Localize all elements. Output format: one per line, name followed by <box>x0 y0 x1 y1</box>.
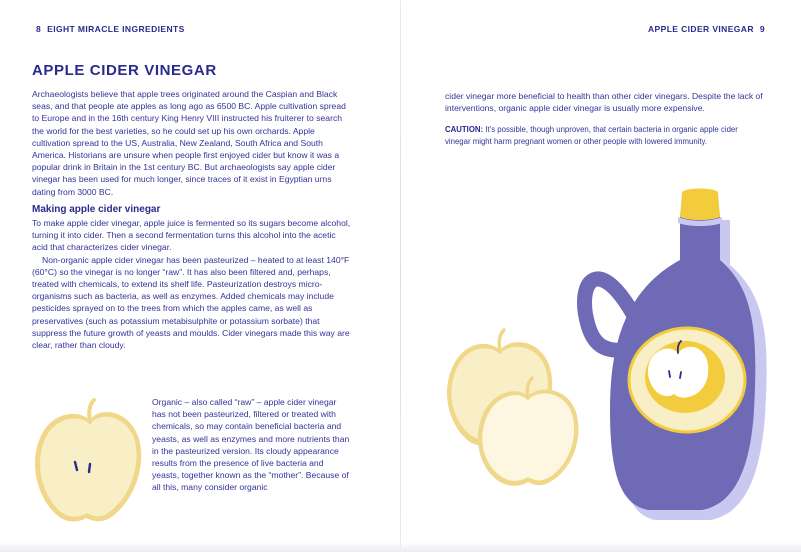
page-title: APPLE CIDER VINEGAR <box>32 62 217 79</box>
right-running-title: APPLE CIDER VINEGAR <box>648 24 754 34</box>
right-column <box>445 90 763 148</box>
left-running-head <box>36 24 185 34</box>
left-page-number: 8 <box>36 24 42 34</box>
vinegar-bottle-illustration <box>560 185 780 525</box>
fermentation-paragraph: To make apple cider vinegar, apple juice is fermented so its sugars become alcohol, turning it into cider. Then a second fermentation turns this alcohol into the acetic acid that characterizes cider vinegar. <box>32 218 351 253</box>
apple-pair-illustration <box>440 330 590 510</box>
pasteurization-paragraph: Non-organic apple cider vinegar has been pasteurized – heated to at least 140°F (60°C) so the vinegar is no longer “raw”. It has also been filtered and, perhaps, treated with chemicals, to extend its shelf life. Pasteurization destroys micro-organisms such as bacteria, as well as enzymes. Added chemicals may include pesticides sprayed on to the trees from which the apples came, as well as preservatives (such as potassium metabisulphite or potassium sorbate) that suppress the future growth of yeasts and moulds. Cider vinegars made this way are clear, rather than cloudy. <box>32 254 350 351</box>
intro-paragraph: Archaeologists believe that apple trees originated around the Caspian and Black seas, and that people ate apples as long ago as 6500 BC. Apple cultivation spread to Europe and in the 16th century King Henry VIII instructed his fruiterer to search the world for the best varieties, so he could set up his own orchards. Apple cultivation spread to the US, Australia, New Zealand, South Africa and South America. Historians are unsure when people first enjoyed cider but know it was a popular drink in Britain in the 1st century BC. But archaeologists say apple cider vinegar has been used for much longer, since traces of it exist in Egyptian urns dating from 3000 BC. <box>32 89 346 197</box>
continuation-paragraph: cider vinegar more beneficial to health than other cider vinegars. Despite the lack of interventions, organic apple cider vinegar is usually more expensive. <box>445 91 763 114</box>
caution-text: It’s possible, though unproven, that certain bacteria in organic apple cider vinegar might harm pregnant women or other people with lowered immunity. <box>445 125 738 147</box>
page-gutter <box>400 0 401 552</box>
organic-paragraph: Organic – also called “raw” – apple cider vinegar has not been pasteurized, filtered or treated with chemicals, so may contain beneficial bacteria and yeasts, as well as enzymes and more nutrients than in the pasteurized version. Its cloudy appearance results from the presence of live bacteria and yeasts, together known as the “mother”. Because of all this, many consider organic <box>152 397 350 493</box>
right-running-head <box>648 24 765 34</box>
caution-label: CAUTION: <box>445 125 484 135</box>
section-subheading: Making apple cider vinegar <box>32 203 161 215</box>
apple-illustration <box>30 398 150 528</box>
right-page-number: 9 <box>759 24 765 34</box>
left-running-title: EIGHT MIRACLE INGREDIENTS <box>47 24 185 34</box>
page-bottom-shadow <box>0 542 801 552</box>
caution-note <box>445 124 763 148</box>
left-column <box>32 88 352 351</box>
